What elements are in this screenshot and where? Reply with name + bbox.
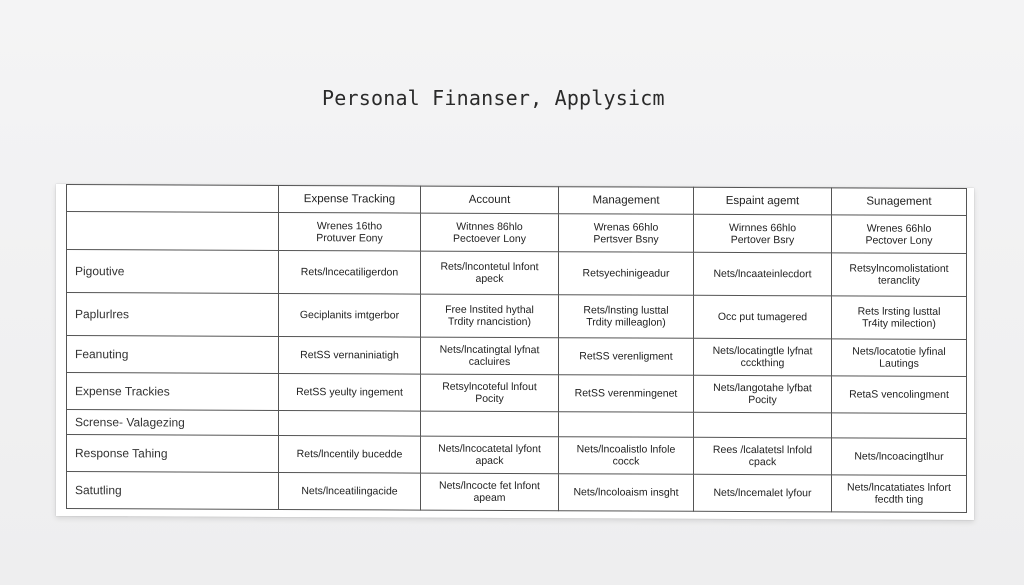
table-cell: Rets/lncecatiligerdon bbox=[279, 250, 421, 294]
column-header: Sunagement bbox=[832, 188, 967, 216]
row-label: Expense Trackies bbox=[67, 373, 279, 411]
column-header: Espaint agemt bbox=[694, 187, 832, 215]
table-cell: Wirnnes 66hlo Pertover Bsry bbox=[694, 214, 832, 253]
table-cell: Nets/lncatingtal lyfnat cacluires bbox=[421, 337, 559, 375]
row-label bbox=[67, 212, 279, 251]
corner-cell bbox=[67, 185, 279, 213]
table-cell: Nets/locatingtle lyfnat ccckthing bbox=[694, 338, 832, 376]
column-header: Management bbox=[559, 187, 694, 215]
table-cell: RetSS verenligment bbox=[559, 338, 694, 376]
table-cell: Wrenas 66hlo Pertsver Bsny bbox=[559, 214, 694, 253]
table-cell: Wrenes 16tho Protuver Eony bbox=[279, 212, 421, 251]
table-cell: Nets/langotahe lyfbat Pocity bbox=[694, 375, 832, 413]
table-cell: Retsyechinigeadur bbox=[559, 252, 694, 296]
table-row bbox=[67, 293, 967, 340]
table-row bbox=[67, 472, 967, 513]
table-cell: Nets/lncocte fet lnfont apeam bbox=[421, 473, 559, 511]
table-cell: RetSS verenmingenet bbox=[559, 375, 694, 413]
table-row bbox=[67, 435, 967, 476]
table-cell: Nets/lncoacingtlhur bbox=[832, 438, 967, 476]
table-cell: Witnnes 86hlo Pectoever Lony bbox=[421, 213, 559, 252]
table-cell: Wrenes 66hlo Pectover Lony bbox=[832, 215, 967, 254]
row-label: Pigoutive bbox=[67, 250, 279, 294]
row-label: Scrense- Valagezing bbox=[67, 410, 279, 436]
table-cell bbox=[559, 412, 694, 438]
comparison-table bbox=[66, 184, 967, 513]
row-label: Satutling bbox=[67, 472, 279, 510]
table-cell: Free lnstited hythal Trdity rnancistion) bbox=[421, 294, 559, 338]
table-cell: Rees /lcalatetsl lnfold cpack bbox=[694, 437, 832, 475]
row-label: Response Tahing bbox=[67, 435, 279, 473]
table-row bbox=[67, 373, 967, 414]
table-row bbox=[67, 250, 967, 297]
table-cell: Rets/lncontetul lnfont apeck bbox=[421, 251, 559, 295]
table-cell: Rets lrsting lusttal Tr4ity milection) bbox=[832, 296, 967, 340]
table-cell: RetSS vernaniniatigh bbox=[279, 336, 421, 374]
table-cell: Geciplanits imtgerbor bbox=[279, 293, 421, 337]
table-cell bbox=[694, 412, 832, 438]
table-cell: Retsylncoteful lnfout Pocity bbox=[421, 374, 559, 412]
table-cell: RetSS yeulty ingement bbox=[279, 373, 421, 411]
table-header-row bbox=[67, 185, 967, 216]
table-cell bbox=[421, 411, 559, 437]
table-row bbox=[67, 336, 967, 377]
row-label: Paplurlres bbox=[67, 293, 279, 337]
table-cell: Rets/lncentily bucedde bbox=[279, 435, 421, 473]
table-cell: Retsylncomolistationt teranclity bbox=[832, 253, 967, 297]
table-cell: Nets/locatotie lyfinal Lautings bbox=[832, 339, 967, 377]
table-cell: Nets/lncoalistlo lnfole cocck bbox=[559, 437, 694, 475]
table-cell bbox=[279, 410, 421, 436]
comparison-sheet bbox=[56, 184, 974, 520]
table-cell: RetaS vencolingment bbox=[832, 376, 967, 414]
table-cell: Nets/lncatatiates lnfort fecdth ting bbox=[832, 475, 967, 513]
column-header: Expense Tracking bbox=[279, 185, 421, 213]
page-title: Personal Finanser, Applysicm bbox=[322, 86, 665, 110]
table-cell: Nets/lncoloaism insght bbox=[559, 474, 694, 512]
subheader-row bbox=[67, 212, 967, 254]
table-cell: Nets/lncocatetal lyfont apack bbox=[421, 436, 559, 474]
row-label: Feanuting bbox=[67, 336, 279, 374]
table-cell: Nets/lncaateinlecdort bbox=[694, 252, 832, 296]
table-cell: Occ put tumagered bbox=[694, 295, 832, 339]
table-cell: Nets/lncemalet lyfour bbox=[694, 474, 832, 512]
column-header: Account bbox=[421, 186, 559, 214]
table-cell: Nets/lnceatilingacide bbox=[279, 472, 421, 510]
table-cell: Rets/lnsting lusttal Trdity milleaglon) bbox=[559, 295, 694, 339]
table-cell bbox=[832, 413, 967, 439]
table-row bbox=[67, 410, 967, 439]
